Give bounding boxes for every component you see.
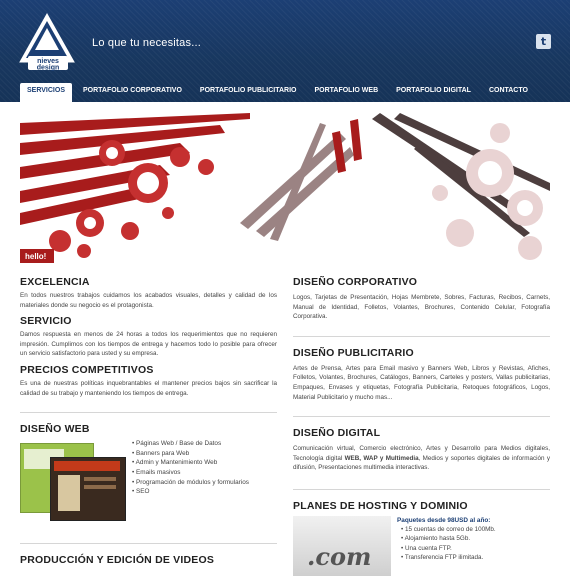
excelencia-heading: EXCELENCIA	[20, 276, 90, 288]
nav-portafolio-web[interactable]: PORTAFOLIO WEB	[314, 87, 379, 94]
list-item: • SEO	[132, 487, 249, 497]
list-item: • Banners para Web	[132, 449, 249, 459]
left-column	[20, 276, 277, 566]
tagline: Lo que tu necesitas...	[92, 37, 201, 49]
twitter-icon[interactable]: t	[536, 34, 551, 49]
hosting-packages-heading: Paquetes desde 98USD al año:	[397, 516, 491, 524]
digital-text-bold: WEB, WAP y Multimedia	[344, 454, 419, 462]
main-nav	[20, 83, 539, 102]
site-header	[0, 0, 570, 102]
list-item: • Transferencia FTP ilimitada.	[401, 553, 496, 562]
list-item: • Una cuenta FTP.	[401, 544, 496, 553]
nav-portafolio-publicitario[interactable]: PORTAFOLIO PUBLICITARIO	[199, 87, 297, 94]
digital-text	[293, 444, 550, 473]
divider	[20, 543, 277, 544]
right-column	[293, 276, 550, 576]
nav-contacto[interactable]: CONTACTO	[488, 87, 528, 94]
list-item: • Páginas Web / Base de Datos	[132, 439, 249, 449]
videos-heading: PRODUCCIÓN Y EDICIÓN DE VIDEOS	[20, 554, 215, 567]
nieves-design-logo[interactable]	[18, 12, 76, 72]
divider	[20, 412, 277, 413]
nav-portafolio-corporativo[interactable]: PORTAFOLIO CORPORATIVO	[83, 87, 182, 94]
hero-banner	[20, 113, 550, 263]
nav-portafolio-digital[interactable]: PORTAFOLIO DIGITAL	[396, 87, 471, 94]
hero-artwork	[20, 113, 550, 263]
hosting-features-list	[401, 525, 496, 563]
divider	[293, 416, 550, 417]
publicitario-heading: DISEÑO PUBLICITARIO	[293, 346, 414, 359]
list-item: • 15 cuentas de correo de 100Mb.	[401, 525, 496, 534]
nav-servicios[interactable]: SERVICIOS	[20, 83, 72, 102]
hosting-heading: PLANES DE HOSTING Y DOMINIO	[293, 499, 468, 512]
precios-heading: PRECIOS COMPETITIVOS	[20, 363, 154, 376]
list-item: • Programación de módulos y formularios	[132, 478, 249, 488]
web-portfolio-image[interactable]	[20, 439, 124, 521]
precios-text: Es una de nuestras políticas inquebrantables el mantener precios bajos sin sacrificar la calidad de su trabajo y manteniendo los tiempos de entrega.	[20, 379, 277, 397]
web-services-list	[132, 439, 249, 521]
digital-text-part: Comunicación virtual, Comercio electrónico, Artes y Desarrollo para Medios digitales, Tecnología digital	[293, 445, 550, 462]
digital-heading: DISEÑO DIGITAL	[293, 427, 381, 440]
servicio-heading: SERVICIO	[20, 315, 72, 328]
digital-text-part: , Medios y soportes digitales de información y difusión, Presentaciones multimedia interactivas.	[293, 454, 550, 472]
list-item: • Alojamiento hasta 5Gb.	[401, 534, 496, 543]
excelencia-text: En todos nuestros trabajos cuidamos los acabados visuales, detalles y calidad de los materiales donde su negocio es el protagonista.	[20, 292, 277, 309]
hosting-image	[293, 516, 391, 576]
divider	[293, 489, 550, 490]
list-item: • Emails masivos	[132, 468, 249, 478]
corporativo-heading: DISEÑO CORPORATIVO	[293, 276, 418, 288]
hosting-image-text: .com	[307, 541, 372, 571]
publicitario-text: Artes de Prensa, Artes para Email masivo y Banners Web, Libros y Revistas, Afiches, Folletos, Volantes, Brochures, Catálogos, Banners, Carteles y posters, Vallas publicitarias, Empaques, Envases y etiquetas, Fotografía Publicitaria, Retoques fotográficos, Logos, Material Publicitario y mucho mas...	[293, 364, 550, 401]
logo-text-top: nieves	[37, 58, 59, 65]
diseno-web-heading: DISEÑO WEB	[20, 423, 90, 436]
logo-text-bottom: design	[36, 64, 60, 72]
divider	[293, 336, 550, 337]
list-item: • Admin y Mantenimiento Web	[132, 458, 249, 468]
servicio-text: Damos respuesta en menos de 24 horas a todos los requerimientos que no requieren impresión. Cumplimos con los tiempos de entrega y hacemos todo lo posible para ofrecer un servicio satisfactorio para usted y su empresa.	[20, 331, 277, 358]
hero-hello-label: hello!	[25, 252, 47, 261]
corporativo-text: Logos, Tarjetas de Presentación, Hojas Membrete, Sobres, Facturas, Recibos, Carnets, Manual de Identidad, Folletos, Volantes, Brochures, Contenido Celular, Fotografía Corporativa.	[293, 294, 550, 321]
